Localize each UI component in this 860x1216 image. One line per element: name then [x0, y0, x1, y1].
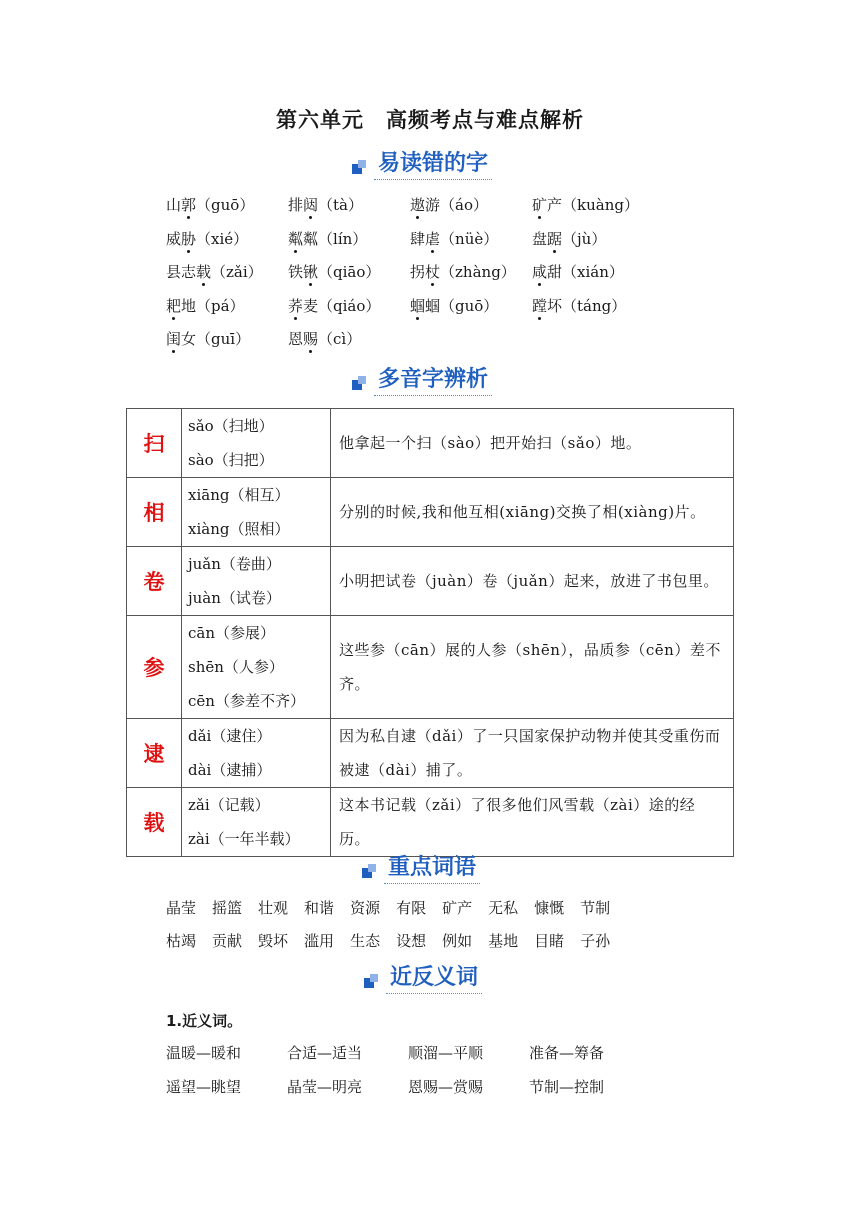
section-header-syn-ant — [0, 960, 860, 996]
pinyin-text: 甜（xián） — [547, 263, 624, 281]
misread-item — [166, 258, 288, 286]
square-bullet-icon — [362, 864, 378, 880]
misread-row — [166, 292, 654, 320]
section-title: 重点词语 — [384, 850, 480, 884]
synonym-row — [166, 1039, 650, 1067]
page-title: 第六单元 高频考点与难点解析 — [276, 108, 584, 132]
word-text: 盘 — [532, 230, 548, 248]
example-sentence: 分别的时候,我和他互相(xiāng)交换了相(xiàng)片。 — [331, 478, 734, 547]
table-row — [127, 409, 734, 478]
readings-cell — [182, 478, 331, 547]
pinyin-text: 蝈（guō） — [425, 297, 499, 315]
readings-cell — [182, 547, 331, 616]
key-word: 慷慨 — [534, 899, 565, 917]
key-word: 晶莹 — [166, 899, 197, 917]
key-word: 和谐 — [304, 899, 335, 917]
word-text: 恩 — [288, 330, 304, 348]
example-sentence: 这些参（cān）展的人参（shēn），品质参（cēn）差不齐。 — [331, 616, 734, 719]
misread-item — [410, 191, 532, 219]
polyphone-char: 载 — [127, 788, 182, 857]
synonym-pair: 准备—筹备 — [529, 1044, 605, 1062]
misread-item — [532, 225, 654, 253]
polyphone-char: 相 — [127, 478, 182, 547]
reading: dài（逮捕） — [188, 761, 272, 779]
example-sentence: 这本书记载（zǎi）了很多他们风雪载（zài）途的经历。 — [331, 788, 734, 857]
key-word: 资源 — [350, 899, 381, 917]
pinyin-text: （zhàng） — [440, 263, 516, 281]
synonym-heading: 1.近义词。 — [166, 1012, 243, 1030]
polyphone-char: 卷 — [127, 547, 182, 616]
key-words-row — [166, 927, 626, 955]
readings-cell — [182, 409, 331, 478]
misread-item — [166, 325, 288, 353]
readings-cell — [182, 788, 331, 857]
synonym-row — [166, 1073, 650, 1101]
word-text: 山 — [166, 196, 182, 214]
section-title: 多音字辨析 — [374, 362, 492, 396]
word-text: 排 — [288, 196, 304, 214]
misread-item — [410, 292, 532, 320]
reading: xiàng（照相） — [188, 520, 290, 538]
reading: zài（一年半载） — [188, 830, 300, 848]
misread-item — [532, 292, 654, 320]
synonym-pair: 遥望—眺望 — [166, 1078, 242, 1096]
emphasized-char: 粼 — [288, 230, 304, 248]
table-row — [127, 547, 734, 616]
key-word: 贡献 — [212, 932, 243, 950]
synonym-pair: 温暖—暖和 — [166, 1044, 242, 1062]
table-row — [127, 719, 734, 788]
pinyin-text: （cì） — [318, 330, 362, 348]
misread-row — [166, 225, 654, 253]
emphasized-char: 载 — [196, 263, 212, 281]
pinyin-text: 游（áo） — [425, 196, 488, 214]
emphasized-char: 赐 — [303, 330, 319, 348]
misread-item — [288, 292, 410, 320]
misread-row — [166, 191, 654, 219]
key-word: 矿产 — [442, 899, 473, 917]
emphasized-char: 遨 — [410, 196, 426, 214]
key-word: 毁坏 — [258, 932, 289, 950]
word-text: 威 — [166, 230, 182, 248]
reading: sǎo（扫地） — [188, 417, 274, 435]
example-sentence: 他拿起一个扫（sào）把开始扫（sǎo）地。 — [331, 409, 734, 478]
misread-item — [166, 292, 288, 320]
emphasized-char: 闼 — [303, 196, 319, 214]
reading: shēn（人参） — [188, 658, 284, 676]
section-header-key-words — [0, 850, 860, 886]
misread-row — [166, 258, 654, 286]
key-word: 生态 — [350, 932, 381, 950]
misread-item — [410, 258, 532, 286]
synonym-pair: 节制—控制 — [529, 1078, 605, 1096]
key-word: 基地 — [488, 932, 519, 950]
pinyin-text: （tà） — [318, 196, 364, 214]
misread-item — [288, 325, 410, 353]
key-words-row — [166, 894, 626, 922]
synonym-pair: 恩赐—赏赐 — [408, 1078, 484, 1096]
example-sentence: 因为私自逮（dǎi）了一只国家保护动物并使其受重伤而被逮（dài）捕了。 — [331, 719, 734, 788]
reading: cēn（参差不齐） — [188, 692, 305, 710]
square-bullet-icon — [352, 376, 368, 392]
section-title: 近反义词 — [386, 960, 482, 994]
pinyin-text: （guō） — [196, 196, 255, 214]
pinyin-text: （xié） — [196, 230, 249, 248]
key-word: 节制 — [580, 899, 611, 917]
reading: juàn（试卷） — [188, 589, 281, 607]
key-word: 无私 — [488, 899, 519, 917]
pinyin-text: （zǎi） — [211, 263, 263, 281]
pinyin-text: 麦（qiáo） — [303, 297, 381, 315]
misread-item — [288, 191, 410, 219]
reading: xiāng（相互） — [188, 486, 290, 504]
word-text: 铁 — [288, 263, 304, 281]
table-row — [127, 616, 734, 719]
word-text: 拐 — [410, 263, 426, 281]
emphasized-char: 踞 — [547, 230, 563, 248]
polyphone-char: 扫 — [127, 409, 182, 478]
emphasized-char: 郭 — [181, 196, 197, 214]
reading: juǎn（卷曲） — [188, 555, 281, 573]
square-bullet-icon — [352, 160, 368, 176]
key-word: 目睹 — [534, 932, 565, 950]
section-title: 易读错的字 — [374, 146, 492, 180]
misread-item — [532, 191, 654, 219]
reading: zǎi（记载） — [188, 796, 270, 814]
polyphone-char: 逮 — [127, 719, 182, 788]
misread-item — [410, 225, 532, 253]
emphasized-char: 胁 — [181, 230, 197, 248]
misread-item — [288, 258, 410, 286]
key-word: 枯竭 — [166, 932, 197, 950]
key-word: 有限 — [396, 899, 427, 917]
section-header-misread — [0, 146, 860, 182]
key-word: 摇篮 — [212, 899, 243, 917]
emphasized-char: 虐 — [425, 230, 441, 248]
emphasized-char: 咸 — [532, 263, 548, 281]
pinyin-text: 地（pá） — [181, 297, 245, 315]
pinyin-text: 坏（táng） — [547, 297, 627, 315]
synonym-pair: 晶莹—明亮 — [287, 1078, 363, 1096]
misread-item — [288, 225, 410, 253]
emphasized-char: 锹 — [303, 263, 319, 281]
key-word: 例如 — [442, 932, 473, 950]
key-word: 子孙 — [580, 932, 611, 950]
emphasized-char: 杖 — [425, 263, 441, 281]
word-text: 肆 — [410, 230, 426, 248]
key-word: 滥用 — [304, 932, 335, 950]
key-word: 壮观 — [258, 899, 289, 917]
misread-item — [166, 225, 288, 253]
synonym-pair: 合适—适当 — [287, 1044, 363, 1062]
table-row — [127, 478, 734, 547]
emphasized-char: 耙 — [166, 297, 182, 315]
square-bullet-icon — [364, 974, 380, 990]
readings-cell — [182, 616, 331, 719]
polyphone-table — [126, 408, 734, 857]
emphasized-char: 荞 — [288, 297, 304, 315]
pinyin-text: 粼（lín） — [303, 230, 368, 248]
synonym-pair: 顺溜—平顺 — [408, 1044, 484, 1062]
pinyin-text: （qiāo） — [318, 263, 381, 281]
emphasized-char: 矿 — [532, 196, 548, 214]
polyphone-char: 参 — [127, 616, 182, 719]
key-word: 设想 — [396, 932, 427, 950]
readings-cell — [182, 719, 331, 788]
reading: cān（参展） — [188, 624, 276, 642]
table-row — [127, 788, 734, 857]
emphasized-char: 蝈 — [410, 297, 426, 315]
pinyin-text: （nüè） — [440, 230, 499, 248]
section-header-polyphones — [0, 362, 860, 398]
pinyin-text: （jù） — [562, 230, 607, 248]
misread-item — [532, 258, 654, 286]
emphasized-char: 闺 — [166, 330, 182, 348]
reading: dǎi（逮住） — [188, 727, 272, 745]
misread-item — [166, 191, 288, 219]
word-text: 县志 — [166, 263, 197, 281]
pinyin-text: 产（kuàng） — [547, 196, 639, 214]
emphasized-char: 蹚 — [532, 297, 548, 315]
pinyin-text: 女（guī） — [181, 330, 251, 348]
reading: sào（扫把） — [188, 451, 274, 469]
example-sentence: 小明把试卷（juàn）卷（juǎn）起来，放进了书包里。 — [331, 547, 734, 616]
misread-row — [166, 325, 410, 353]
